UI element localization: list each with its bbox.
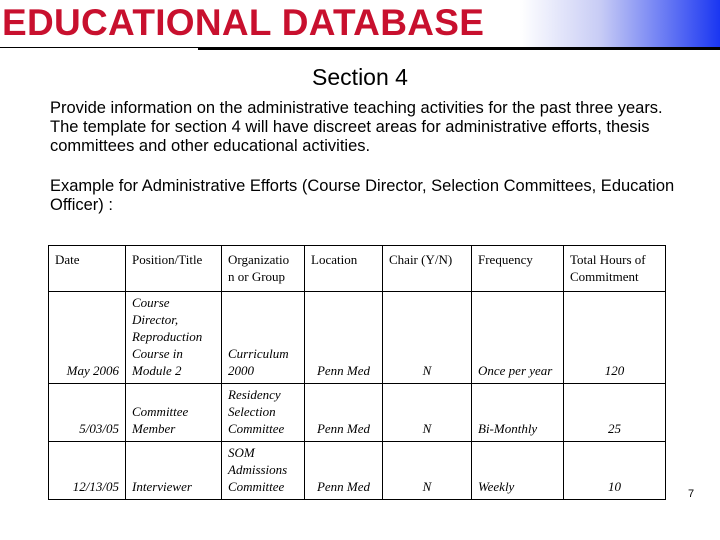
table-row [49,292,666,384]
cell-chair: N [383,442,472,500]
cell-position: Interviewer [126,442,222,500]
cell-hours: 10 [564,442,666,500]
col-header-hours: Total Hours of Commitment [564,246,666,292]
cell-frequency: Once per year [472,292,564,384]
cell-location: Penn Med [305,384,383,442]
col-header-location: Location [305,246,383,292]
header-gradient [520,0,720,47]
cell-chair: N [383,384,472,442]
cell-location: Penn Med [305,442,383,500]
cell-frequency: Bi-Monthly [472,384,564,442]
administrative-efforts-table [48,245,666,500]
slide-header-title: EDUCATIONAL DATABASE [2,2,485,43]
cell-date: 5/03/05 [49,384,126,442]
intro-paragraph: Provide information on the administrative teaching activities for the past three years. The template for section 4 will have discreet areas for administrative efforts, thesis committees and other educational activities. [50,99,663,155]
example-caption: Example for Administrative Efforts (Course Director, Selection Committees, Education Officer) : [50,177,675,214]
cell-position: Committee Member [126,384,222,442]
col-header-position: Position/Title [126,246,222,292]
cell-location: Penn Med [305,292,383,384]
col-header-organization: Organizatio n or Group [222,246,305,292]
header-rule [198,47,720,50]
col-header-frequency: Frequency [472,246,564,292]
cell-hours: 120 [564,292,666,384]
table-row [49,442,666,500]
section-title: Section 4 [312,64,408,90]
cell-organization: Curriculum 2000 [222,292,305,384]
col-header-chair: Chair (Y/N) [383,246,472,292]
cell-frequency: Weekly [472,442,564,500]
table-header-row [49,246,666,292]
cell-chair: N [383,292,472,384]
cell-hours: 25 [564,384,666,442]
cell-organization: SOM Admissions Committee [222,442,305,500]
table-row [49,384,666,442]
page-number: 7 [688,488,695,500]
cell-organization: Residency Selection Committee [222,384,305,442]
cell-position: Course Director, Reproduction Course in Module 2 [126,292,222,384]
header-rule-thin [0,47,200,48]
cell-date: May 2006 [49,292,126,384]
cell-date: 12/13/05 [49,442,126,500]
col-header-date: Date [49,246,126,292]
